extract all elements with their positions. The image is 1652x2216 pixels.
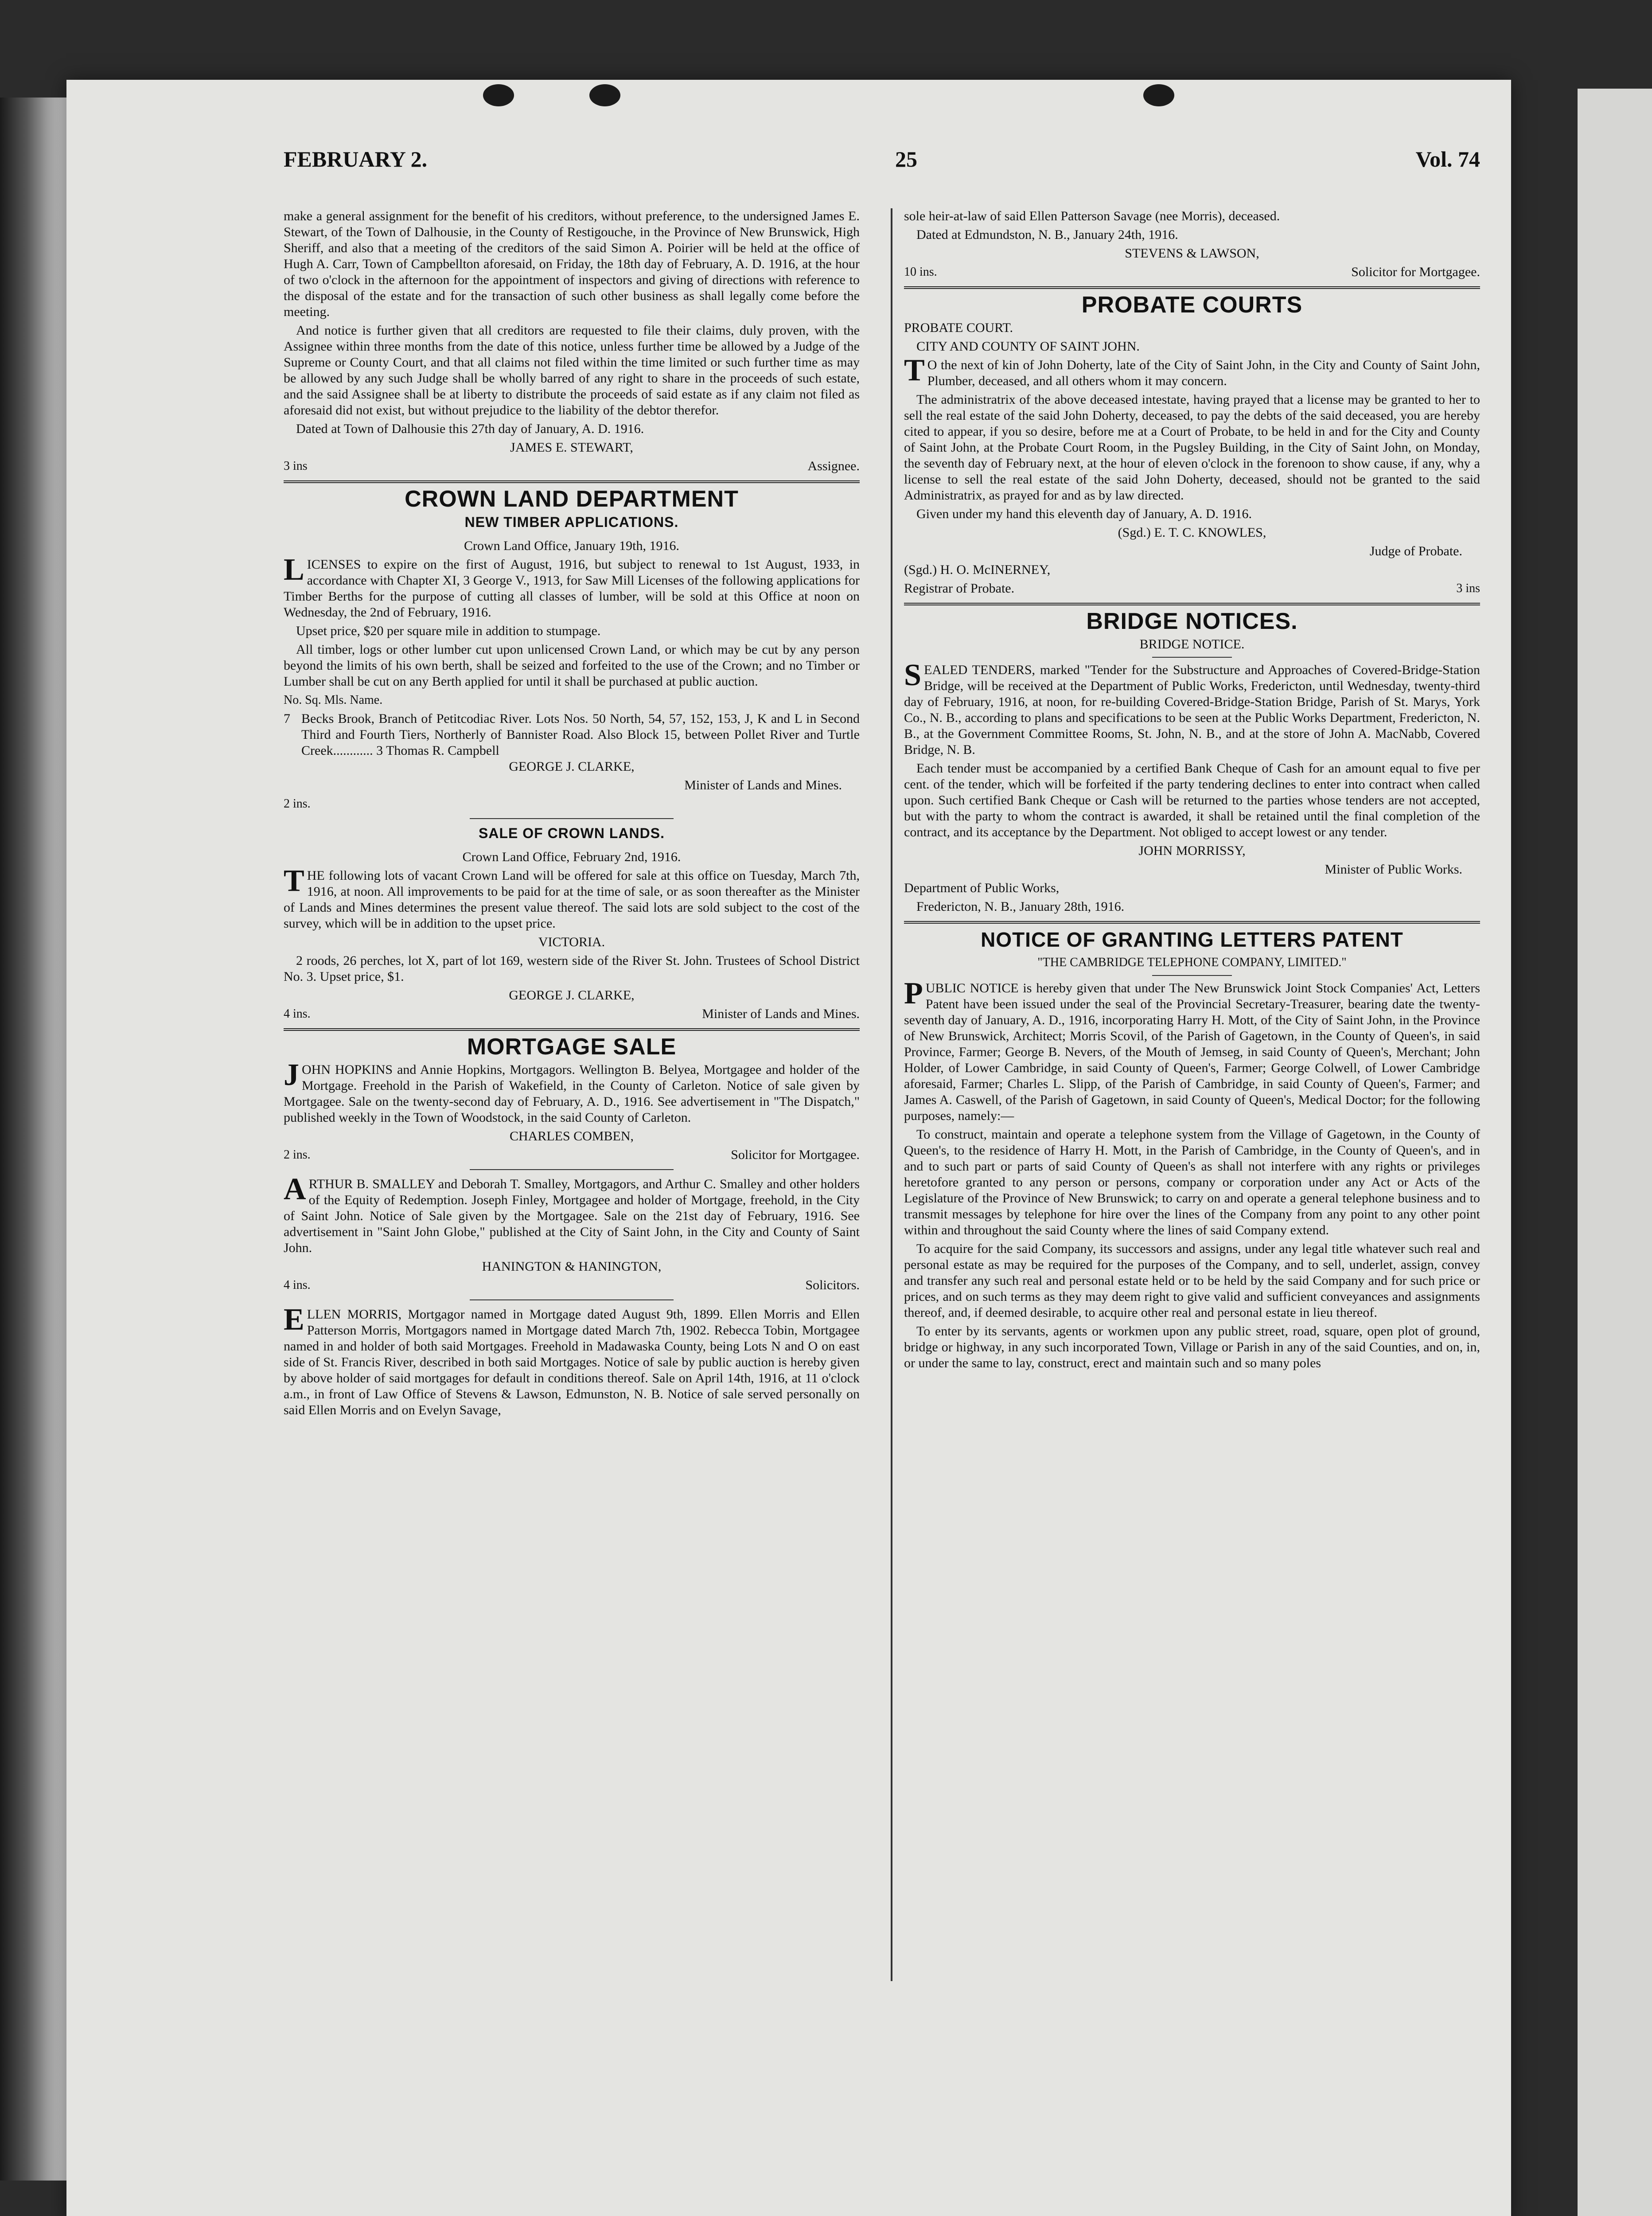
- bridge-signer: JOHN MORRISSY,: [1138, 843, 1246, 858]
- crown-signer: GEORGE J. CLARKE,: [509, 759, 635, 774]
- timber-row: [284, 711, 860, 759]
- assignment-text: make a general assignment for the benefit of his creditors, without preference, to the undersigned James E. Stewart, of the Town of Dalhousie, in the County of Restigouche, in the Province of New Brunswick, High Sheriff, and also that a meeting of the creditors of the said Simon A. Poirier will be held at the office of Hugh A. Carr, Town of Campbellton aforesaid, on Friday, the 18th day of February, A. D. 1916, at the hour of two o'clock in the afternoon for the appointment of inspectors and giving of directions with reference to the disposal of the estate and for the transaction of such other business as shall legally come before the meeting.: [284, 209, 860, 319]
- mortgage-signer: HANINGTON & HANINGTON,: [482, 1259, 662, 1274]
- subheading: NEW TIMBER APPLICATIONS.: [464, 514, 679, 530]
- probate-paragraph: TO the next of kin of John Doherty, late of the City of Saint John, in the City and County of Saint John, Plumber, deceased, and all others whom it may concern.: [904, 353, 1480, 388]
- bridge-dated: Fredericton, N. B., January 28th, 1916.: [916, 899, 1125, 914]
- ad-size: 2 ins.: [284, 1148, 311, 1162]
- court-name: PROBATE COURT.: [904, 320, 1013, 335]
- probate-section: [904, 292, 1480, 597]
- timber-number: 7: [284, 711, 290, 726]
- separator: [1152, 657, 1232, 658]
- timber-table-head: No. Sq. Mls. Name.: [284, 693, 383, 707]
- ad-size: 4 ins.: [284, 1278, 311, 1292]
- judge-signature: (Sgd.) E. T. C. KNOWLES,: [1118, 525, 1266, 540]
- subheading: SALE OF CROWN LANDS.: [479, 825, 665, 841]
- mortgage-continued-text: sole heir-at-law of said Ellen Patterson Savage (nee Morris), deceased.: [904, 209, 1280, 223]
- subheading: BRIDGE NOTICE.: [1139, 637, 1245, 652]
- ad-size: 2 ins.: [284, 797, 311, 811]
- separator: [470, 1169, 674, 1170]
- volume-number: Vol. 74: [1415, 147, 1480, 172]
- upset-price: Upset price, $20 per square mile in addition to stumpage.: [296, 624, 601, 638]
- lot-description: 2 roods, 26 perches, lot X, part of lot 169, western side of the River St. John. Trustees of School District No. 3. Upset price, $1.: [284, 953, 860, 984]
- mortgage-notice: JOHN HOPKINS and Annie Hopkins, Mortgagors. Wellington B. Belyea, Mortgagee and holder of the Mortgage. Freehold in the Parish of Wakefield, in the County of Carleton. Notice of sale given by Mortgagee. Sale on the twenty-second day of February, A. D., 1916. See advertisement in "The Dispatch," published weekly in the Town of Woodstock, in the said County of Carleton.: [284, 1058, 860, 1125]
- mortgage-title: Solicitors.: [805, 1278, 860, 1292]
- binding-hole: [589, 84, 620, 106]
- mortgage-section: [284, 1034, 860, 1418]
- patent-paragraph: PUBLIC NOTICE is hereby given that under The New Brunswick Joint Stock Companies' Act, Letters Patent have been issued under the seal of the Provincial Secretary-Treasurer, bearing date the twenty-seventh day of January, A. D., 1916, incorporating Harry H. Mott, of the City of Saint John, in the Province of New Brunswick, Architect; Morris Scovil, of the Parish of Gagetown, in the County of Queen's, in said Province, Farmer; George B. Nevers, of the Mouth of Jemseg, in said County of Queen's, Merchant; John Holder, of Lower Cambridge, in said County of Queen's, Farmer; George Colwell, of Lower Cambridge aforesaid, Farmer; Charles L. Slipp, of the Parish of Cambridge, in said County of Queen's, Farmer; and James A. Caswell, of the Parish of Gagetown, in said County of Queen's, Medical Doctor; for the following purposes, namely:—: [904, 976, 1480, 1123]
- mortgage-continued: [904, 208, 1480, 280]
- tender-paragraph: SEALED TENDERS, marked "Tender for the Substructure and Approaches of Covered-Bridge-Station Bridge, will be received at the Department of Public Works, Fredericton, until Wednesday, twenty-third day of February, 1916, at noon, for re-building Covered-Bridge-Station Bridge, Parish of St. Marys, York Co., N. B., according to plans and specifications to be seen at the Public Works Department, Fredericton, N. B., at the Government Committee Rooms, St. John, N. B., and at the store of John A. MacNabb, Covered Bridge, N. B.: [904, 658, 1480, 757]
- assignment-signer: JAMES E. STEWART,: [510, 440, 633, 455]
- left-column: [284, 208, 860, 1981]
- separator: [470, 818, 674, 819]
- section-heading: NOTICE OF GRANTING LETTERS PATENT: [981, 928, 1403, 951]
- mortgage-signer: STEVENS & LAWSON,: [1125, 246, 1259, 261]
- county-name: VICTORIA.: [538, 935, 605, 949]
- book-binding: [0, 98, 66, 2181]
- court-jurisdiction: CITY AND COUNTY OF SAINT JOHN.: [916, 339, 1140, 354]
- page-number: 25: [895, 147, 917, 172]
- section-heading: BRIDGE NOTICES.: [1086, 609, 1298, 634]
- mortgage-dated: Dated at Edmundston, N. B., January 24th, 1916.: [916, 227, 1178, 242]
- binding-hole: [1143, 84, 1174, 106]
- licenses-paragraph: LICENSES to expire on the first of August, 1916, but subject to renewal to 1st August, 1933, in accordance with Chapter XI, 3 George V., 1913, for Saw Mill Licenses of the following applications for Timber Berths for the purpose of cutting all classes of lumber, will be sold at this Office at noon on Wednesday, the 2nd of February, 1916.: [284, 553, 860, 620]
- mortgage-notice: ARTHUR B. SMALLEY and Deborah T. Smalley, Mortgagors, and Arthur C. Smalley and other holders of the Equity of Redemption. Joseph Finley, Mortgagee and holder of Mortgage, freehold, in the City of Saint John. Notice of Sale given by the Mortgagee. Sale on the 21st day of February, 1916. See advertisement in "Saint John Globe," published at the City of Saint John, in the City and County of Saint John.: [284, 1172, 860, 1255]
- page-date: FEBRUARY 2.: [284, 147, 428, 172]
- mortgage-signer: CHARLES COMBEN,: [509, 1129, 634, 1143]
- office-dateline: Crown Land Office, February 2nd, 1916.: [462, 850, 681, 864]
- probate-given: Given under my hand this eleventh day of January, A. D. 1916.: [916, 507, 1252, 521]
- tender-paragraph: Each tender must be accompanied by a certified Bank Cheque of Cash for an amount equal to five per cent. of the tender, which will be forfeited if the party tendering declines to enter into contract when called upon. Such certified Bank Cheque or Cash will be returned to the parties whose tenders are not accepted, but with the party to whom the contract is awarded, it shall be retained until the final completion of the contract, and its acceptance by the Department. Not obliged to accept lowest or any tender.: [904, 761, 1480, 839]
- section-rule: [904, 286, 1480, 289]
- registrar-title: Registrar of Probate.: [904, 581, 1015, 596]
- section-heading: CROWN LAND DEPARTMENT: [405, 486, 739, 512]
- bridge-title: Minister of Public Works.: [1325, 862, 1462, 877]
- bridge-section: [904, 609, 1480, 915]
- timber-description: Becks Brook, Branch of Petitcodiac River. Lots Nos. 50 North, 54, 57, 152, 153, J, K and L in Second Third and Fourth Tiers, Northerly of Bannister Road. Also Block 15, between Pollet River and Turtle Creek............ 3 Thomas R. Campbell: [301, 711, 860, 758]
- crown-land-section: [284, 486, 860, 1022]
- ad-size: 3 ins: [284, 459, 308, 473]
- section-heading: MORTGAGE SALE: [467, 1034, 677, 1060]
- probate-paragraph: The administratrix of the above deceased intestate, having prayed that a license may be granted to her to sell the real estate of the said John Doherty, deceased, to pay the debts of the said deceased, you are hereby cited to appear, if you so desire, before me at a Court of Probate, to be held in and for the City and County of Saint John, at the Probate Court Room, in the Pugsley Building, in the City of Saint John, on Monday, the seventh day of February next, at the hour of eleven o'clock in the forenoon to show cause, if any, why a license to sell the real estate of the said John Doherty, deceased, should not be granted to the said Administratrix, as prayed for and as by law directed.: [904, 392, 1480, 503]
- crown-title: Minister of Lands and Mines.: [702, 1007, 860, 1021]
- section-rule: [904, 921, 1480, 924]
- crown-signer: GEORGE J. CLARKE,: [509, 988, 635, 1003]
- assignment-dated: Dated at Town of Dalhousie this 27th day of January, A. D. 1916.: [296, 421, 644, 436]
- judge-title: Judge of Probate.: [1369, 544, 1462, 558]
- section-heading: PROBATE COURTS: [1081, 292, 1303, 318]
- separator: [1152, 975, 1232, 976]
- ad-size: 4 ins.: [284, 1007, 311, 1021]
- adjacent-page-edge: [1578, 89, 1652, 2216]
- timber-paragraph: All timber, logs or other lumber cut upon unlicensed Crown Land, or which may be cut by any person beyond the limits of his own berth, shall be seized and forfeited to the use of the Crown; and no Timber or Lumber shall be cut on any Berth applied for until it shall be purchased at public auction.: [284, 642, 860, 689]
- assignment-paragraph: And notice is further given that all creditors are requested to file their claims, duly proven, with the Assignee within three months from the date of this notice, unless further time be allowed by a Judge of the Supreme or County Court, and that all claims not filed within the time limited or such further time as may be allowed by any such Judge shall be wholly barred of any right to share in the proceeds of such estate, and the said Assignee shall be at liberty to distribute the proceeds of said estate as if any claim not filed as aforesaid did not exist, but without prejudice to the liability of the debtor therefor.: [284, 323, 860, 417]
- crown-title: Minister of Lands and Mines.: [684, 778, 842, 792]
- bridge-department: Department of Public Works,: [904, 881, 1060, 895]
- patent-paragraph: To enter by its servants, agents or workmen upon any public street, road, square, open plot of ground, bridge or highway, in any such incorporated Town, Village or Parish in any of the said Counties, and on, in, or under the same to lay, construct, erect and maintain such and so many poles: [904, 1324, 1480, 1370]
- section-rule: [284, 480, 860, 483]
- section-rule: [284, 1028, 860, 1031]
- mortgage-notice: ELLEN MORRIS, Mortgagor named in Mortgage dated August 9th, 1899. Ellen Morris and Ellen Patterson Morris, Mortgagors named in Mortgage dated March 7th, 1902. Rebecca Tobin, Mortgagee named in and holder of both said Mortgages. Freehold in Madawaska County, being Lots N and O on east side of St. Francis River, described in both said Mortgages. Notice of sale by public auction is hereby given by above holder of said mortgages for default in conditions thereof. Sale on April 14th, 1916, at 11 o'clock a.m., in front of Law Office of Stevens & Lawson, Edmunston, N. B. Notice of sale served personally on said Ellen Morris and on Evelyn Savage,: [284, 1303, 860, 1417]
- patent-paragraph: To construct, maintain and operate a telephone system from the Village of Gagetown, in the County of Queen's, to the residence of Harry H. Mott, in the Parish of Cambridge, in the County of Queen's, and in and to such part or parts of said County of Queen's as shall not interfere with any rights or privileges heretofore granted to any person or persons, company or corporation under any Act or Acts of the Legislature of the Province of New Brunswick; to carry on and operate a general telephone business and to transmit messages by telephone for hire over the lines of the Company from any point to any other point within and throughout the said County where the lines of said Company extend.: [904, 1127, 1480, 1237]
- column-divider: [891, 208, 892, 1981]
- mortgage-title: Solicitor for Mortgagee.: [731, 1147, 860, 1162]
- ad-size: 3 ins: [1456, 581, 1480, 595]
- mortgage-title: Solicitor for Mortgagee.: [1351, 265, 1480, 279]
- binding-hole: [483, 84, 514, 106]
- assignment-title: Assignee.: [807, 459, 860, 473]
- sale-paragraph: THE following lots of vacant Crown Land will be offered for sale at this office on Tuesday, March 7th, 1916, at noon. All improvements to be paid for at the time of sale, or as soon thereafter as the Minister of Lands and Mines determines the present value thereof. The said lots are sold subject to the cost of the survey, which will be in addition to the upset price.: [284, 864, 860, 931]
- ad-size: 10 ins.: [904, 265, 937, 279]
- company-name: "THE CAMBRIDGE TELEPHONE COMPANY, LIMITED.": [1037, 956, 1347, 969]
- patent-paragraph: To acquire for the said Company, its successors and assigns, under any legal title whatever such real and personal estate as may be required for the purposes of the Company, and to sell, underlet, assign, convey and transfer any such real and personal estate held or to be held by the said Company and for such price or prices, and on such terms as they may deem right to give valid and sufficient conveyances and assignments thereof, and, if deemed desirable, to acquire other real and personal estate in lieu thereof.: [904, 1241, 1480, 1320]
- letters-patent-section: [904, 928, 1480, 1371]
- separator: [470, 1299, 674, 1300]
- office-dateline: Crown Land Office, January 19th, 1916.: [464, 538, 679, 553]
- right-column: [904, 208, 1480, 1981]
- running-head: [284, 146, 1480, 186]
- registrar-signature: (Sgd.) H. O. McINERNEY,: [904, 562, 1051, 577]
- assignment-notice: [284, 208, 860, 474]
- section-rule: [904, 603, 1480, 605]
